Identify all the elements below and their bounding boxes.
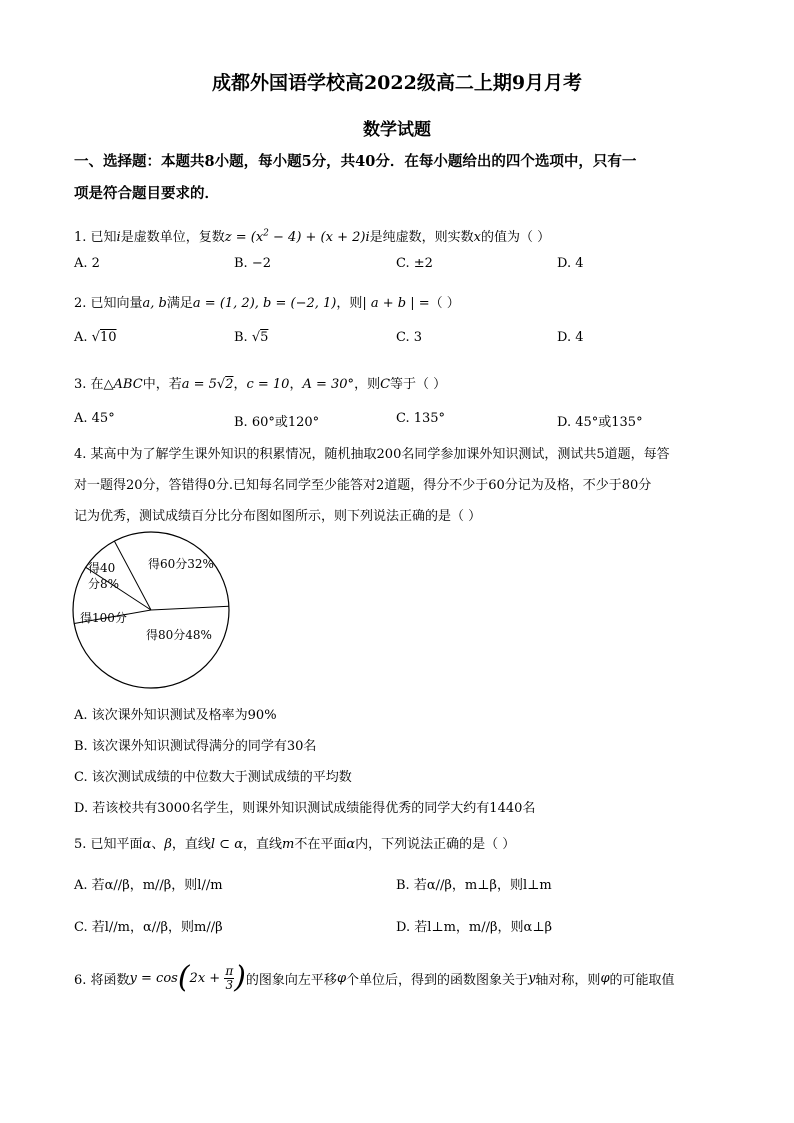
q3-math-A: A = 30° (302, 377, 355, 392)
question-3-stem (74, 373, 446, 392)
q1-text-a: 1. 已知 (74, 230, 117, 245)
q1-option-a: A. 2 (74, 256, 100, 271)
question-1-stem (74, 226, 550, 245)
q1-text-d: 的值为（ ） (480, 230, 551, 245)
q5-text-f: 内，下列说法正确的是（ ） (355, 837, 516, 852)
q3-math-c: c = 10 (246, 377, 290, 392)
q2-option-d: D. 4 (557, 330, 584, 345)
q3-option-a: A. 45° (74, 411, 115, 426)
q2-option-a (74, 330, 117, 345)
slice-label-100: 得100分 (80, 611, 127, 625)
q4-option-b: B. 该次课外知识测试得满分的同学有30名 (74, 739, 317, 754)
q3-text-a: 3. 在 (74, 377, 104, 392)
q6-text-d: 轴对称，则 (535, 972, 601, 988)
q3-option-b: B. 60°或120° (234, 415, 320, 430)
q2-option-b-math: √5 (251, 330, 269, 345)
q4-option-a: A. 该次课外知识测试及格率为90% (74, 708, 277, 723)
q2-option-b (234, 330, 268, 345)
question-4-line3: 记为优秀，测试成绩百分比分布图如图所示，则下列说法正确的是（ ） (74, 509, 482, 524)
q6-math-phi: φ (336, 970, 347, 986)
question-6-stem (74, 958, 675, 998)
slice-label-80: 得80分48% (146, 628, 212, 642)
q5-option-c: C. 若l//m，α//β，则m//β (74, 920, 223, 935)
q1-option-c: C. ±2 (396, 256, 433, 271)
pie-divider-1 (151, 606, 229, 610)
q3-math-C: C (380, 377, 391, 392)
page-title: 成都外国语学校高2022级高二上期9月月考 (211, 72, 583, 94)
q6-text-c: 个单位后，得到的函数图象关于 (346, 972, 529, 988)
q5-math-alpha: α (142, 837, 152, 852)
q5-text-a: 5. 已知平面 (74, 837, 143, 852)
q5-option-d: D. 若l⊥m，m//β，则α⊥β (396, 920, 553, 935)
score-pie-chart (60, 528, 260, 698)
q1-math-x: x (473, 230, 481, 245)
q2-text-b: 满足 (166, 296, 193, 311)
page-subtitle: 数学试题 (363, 120, 431, 140)
q4-option-c: C. 该次测试成绩的中位数大于测试成绩的平均数 (74, 770, 352, 785)
q2-text-c: ，则 (336, 296, 363, 311)
q2-option-b-label: B. (234, 330, 248, 345)
q6-math-phi2: φ (600, 970, 610, 986)
q1-math-z: $z = (x^2 - 4) + (x + 2)i$ (224, 228, 370, 245)
q3-text-f: 等于（ ） (390, 377, 447, 392)
q6-text-b: 的图象向左平移 (245, 972, 337, 988)
q1-option-d: D. 4 (557, 256, 584, 271)
q2-math-ab: a, b (142, 296, 167, 311)
q5-option-b: B. 若α//β，m⊥β，则l⊥m (396, 878, 552, 893)
q3-math-triangle: △ABC (103, 377, 143, 392)
slice-label-40-part1: 得40 (88, 561, 116, 575)
q2-math-def: a = (1, 2), b = (−2, 1) (192, 296, 337, 311)
question-4-line1: 4. 某高中为了解学生课外知识的积累情况，随机抽取200名同学参加课外知识测试，测试共5道题，每答 (74, 447, 670, 462)
slice-label-60: 得60分32% (148, 557, 214, 571)
q3-option-d: D. 45°或135° (557, 415, 643, 430)
q5-math-l-in-alpha: l ⊂ α (210, 837, 243, 852)
q2-text-d: （ ） (429, 296, 460, 311)
q3-text-e: ，则 (354, 377, 381, 392)
q6-fraction: $\frac{\pi}{3}$ (225, 963, 234, 992)
q2-text-a: 2. 已知向量 (74, 296, 143, 311)
q5-option-a: A. 若α//β，m//β，则l//m (74, 878, 223, 893)
q5-math-beta: β (164, 837, 172, 852)
q2-option-a-label: A. (74, 330, 88, 345)
q5-text-b: 、 (151, 837, 165, 852)
q6-text-e: 的可能取值 (609, 972, 675, 988)
pie-divider-0 (114, 541, 151, 610)
q5-text-e: 不在平面 (294, 837, 347, 852)
q1-text-b: 是虚数单位，复数 (120, 230, 225, 245)
q1-option-b: B. −2 (234, 256, 271, 271)
q2-option-c: C. 3 (396, 330, 423, 345)
q3-text-b: 中，若 (142, 377, 182, 392)
q5-text-c: ，直线 (171, 837, 211, 852)
q2-option-a-math: √10 (91, 330, 117, 345)
q3-option-c: C. 135° (396, 411, 446, 426)
q3-text-c: ， (233, 377, 247, 392)
q1-math-i: i (116, 230, 121, 245)
question-2-stem (74, 292, 460, 311)
q5-text-d: ，直线 (242, 837, 282, 852)
question-4-line2: 对一题得20分，答错得0分.已知每名同学至少能答对2道题，得分不少于60分记为及格，不少于80分 (74, 478, 652, 493)
q5-math-m: m (281, 837, 295, 852)
section-header-line1: 一、选择题：本题共8小题，每小题5分，共40分．在每小题给出的四个选项中，只有一 (74, 153, 637, 170)
q1-text-c: 是纯虚数，则实数 (369, 230, 474, 245)
q6-math-func: y = cos ( 2x + $\frac{\pi}{3}$ ) (129, 960, 246, 995)
question-5-stem (74, 833, 515, 852)
q2-math-norm: | a + b | = (362, 296, 430, 311)
q3-text-d: ， (289, 377, 303, 392)
q6-text-a: 6. 将函数 (74, 972, 130, 988)
q3-math-a: a = 5√2 (181, 377, 234, 392)
section-header-line2: 项是符合题目要求的． (74, 185, 219, 202)
q5-math-alpha2: α (346, 837, 356, 852)
slice-label-40-part2: 分8% (88, 577, 120, 591)
q4-option-d: D. 若该校共有3000名学生，则课外知识测试成绩能得优秀的同学大约有1440名 (74, 801, 536, 816)
q6-math-y: y (528, 970, 536, 986)
